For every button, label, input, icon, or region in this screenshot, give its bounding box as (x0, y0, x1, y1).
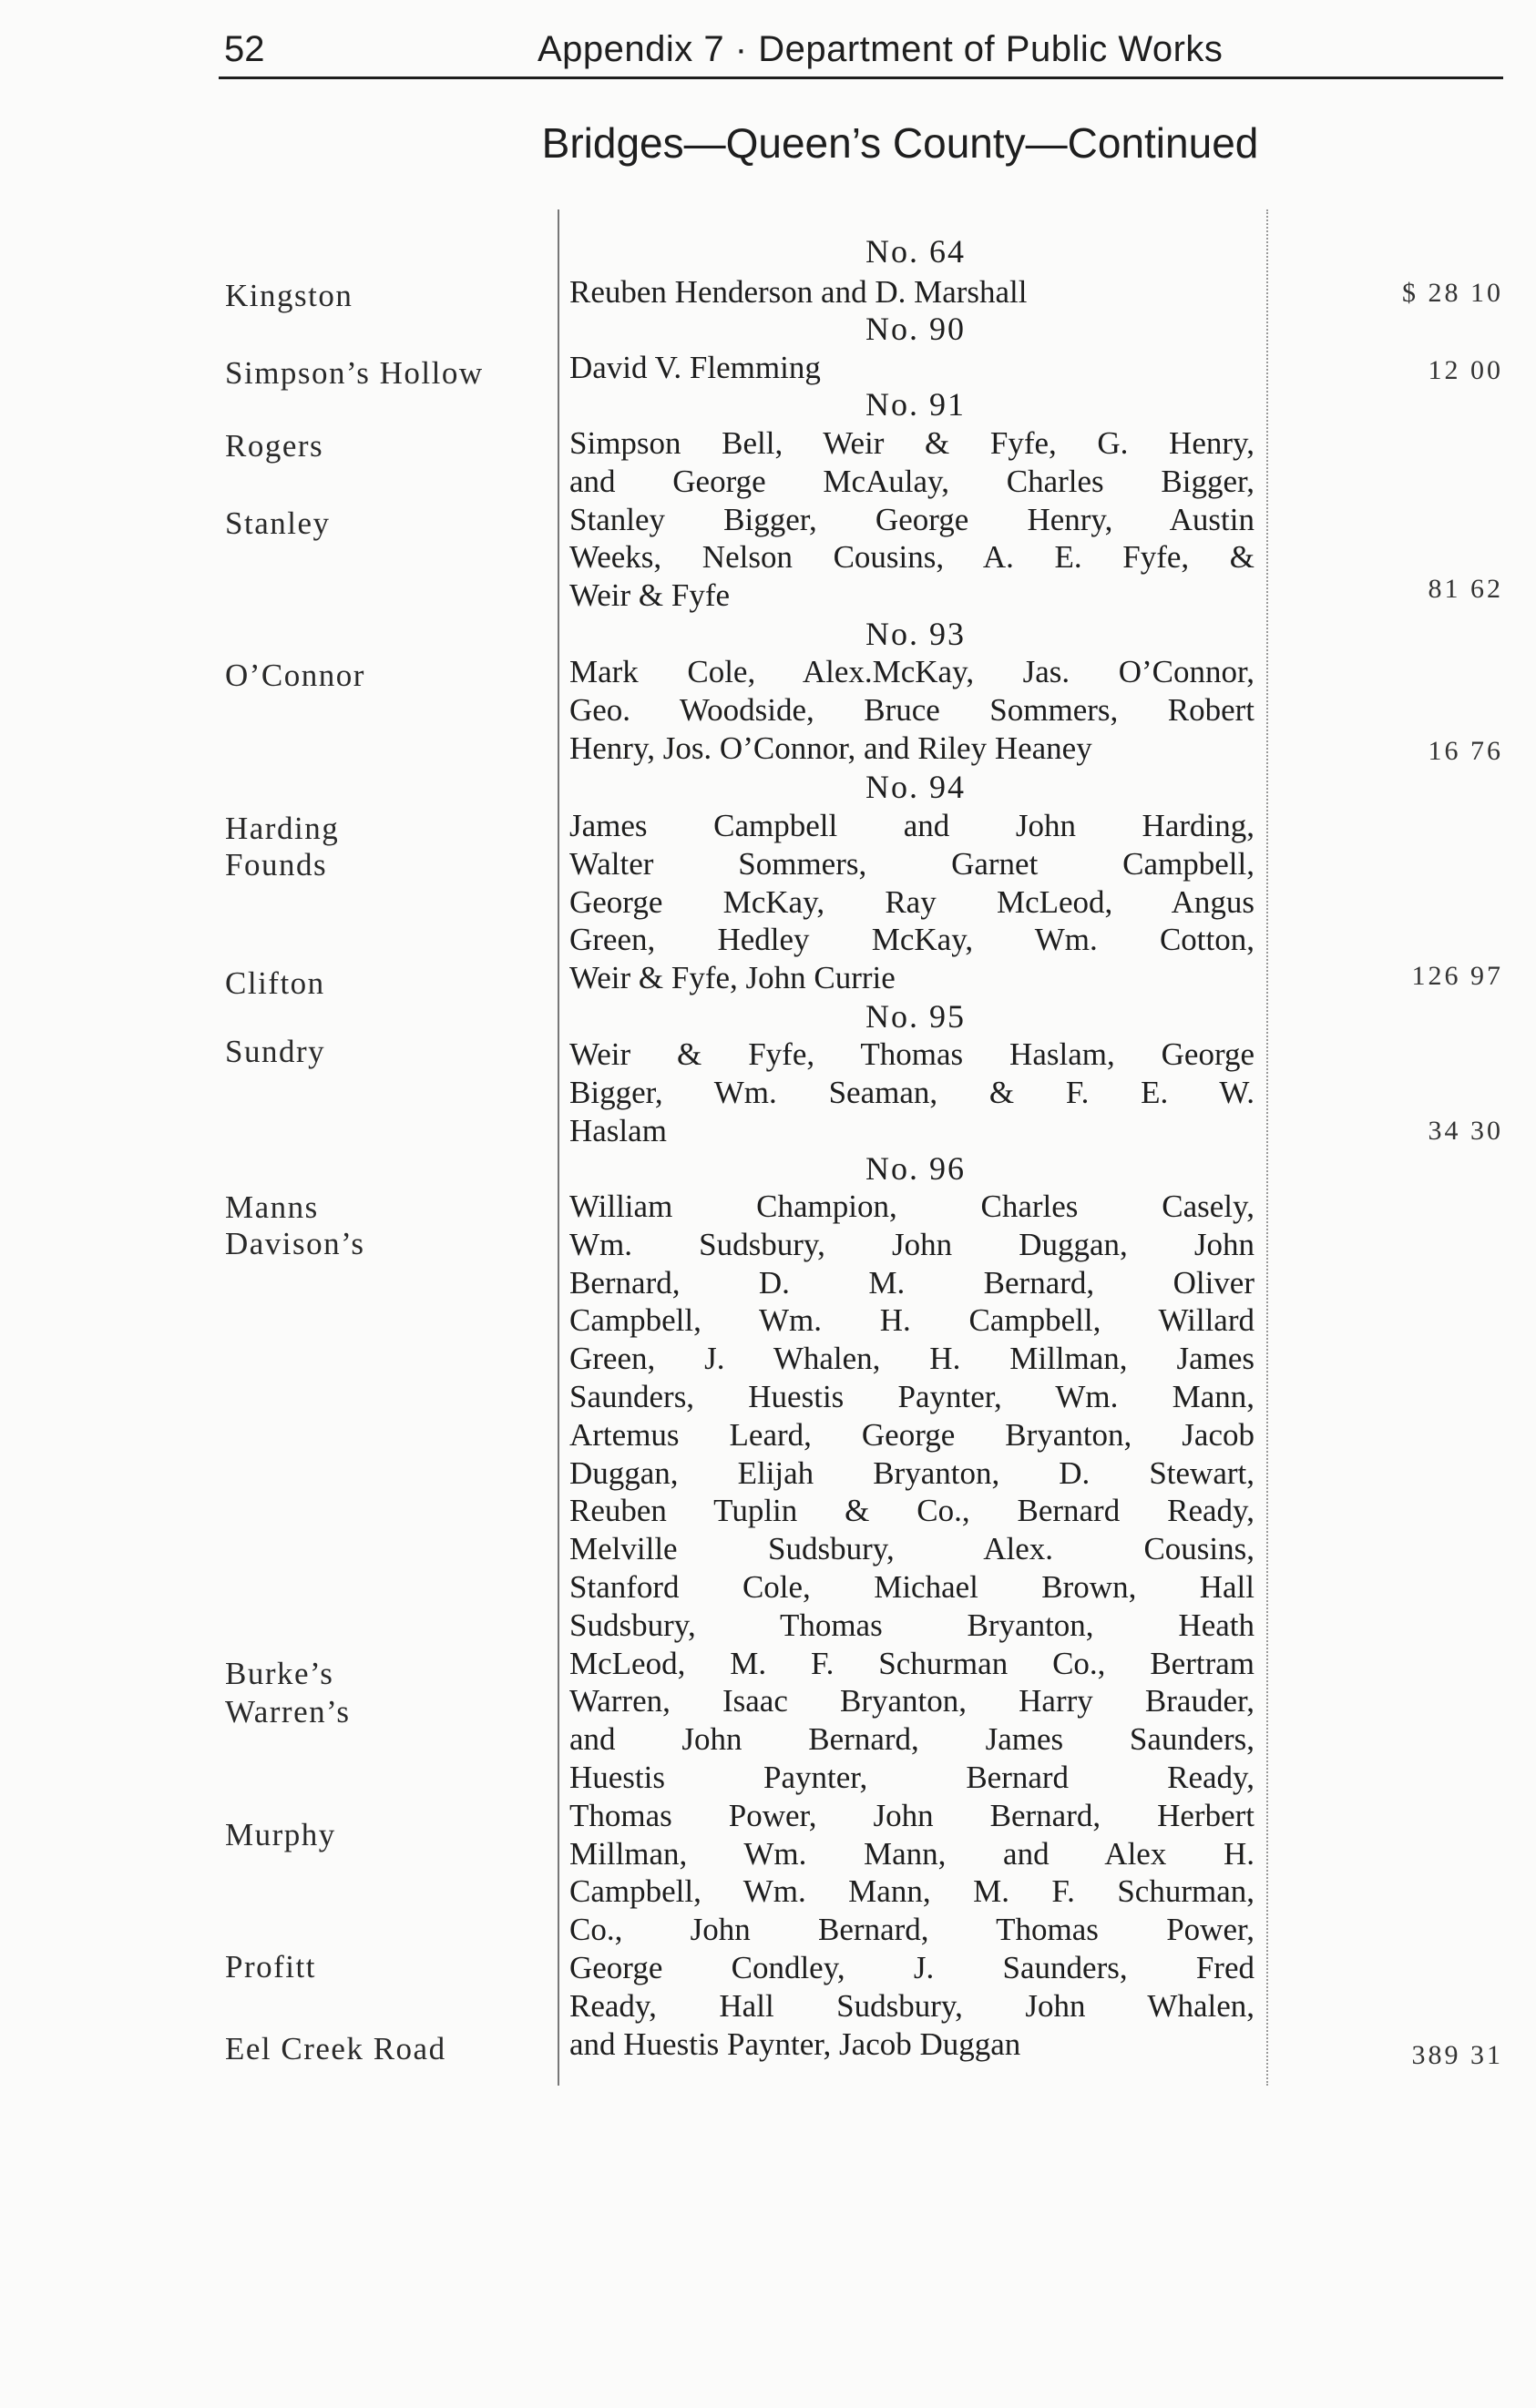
amount: 126 97 (1411, 961, 1503, 991)
payee-line: Weir & Fyfe, Thomas Haslam, George (569, 1036, 1254, 1072)
bridge-number: No. 95 (865, 998, 966, 1035)
bridge-location: O’Connor (225, 658, 365, 693)
bridge-location: Simpson’s Hollow (225, 355, 484, 391)
page-header (219, 27, 1503, 79)
payee-line: Walter Sommers, Garnet Campbell, (569, 845, 1254, 882)
payee-line: Sudsbury, Thomas Bryanton, Heath (569, 1607, 1254, 1643)
payees-list (569, 273, 1254, 311)
bridge-location: Stanley (225, 505, 331, 541)
payees-list (569, 1188, 1254, 2063)
payees-list (569, 424, 1254, 615)
bridge-number: No. 96 (865, 1150, 966, 1187)
payee-line: Bernard, D. M. Bernard, Oliver (569, 1264, 1254, 1301)
payee-line: William Champion, Charles Casely, (569, 1189, 1254, 1224)
payee-line: Bigger, Wm. Seaman, & F. E. W. (569, 1074, 1254, 1110)
payee-line: Simpson Bell, Weir & Fyfe, G. Henry, (569, 425, 1254, 461)
payee-line: Duggan, Elijah Bryanton, D. Stewart, (569, 1454, 1254, 1491)
payees-list (569, 1036, 1254, 1149)
payee-line: Campbell, Wm. H. Campbell, Willard (569, 1302, 1254, 1339)
column-rule-right (1266, 209, 1268, 2086)
payee-line: Reuben Henderson and D. Marshall (569, 274, 1028, 310)
payee-line: Weir & Fyfe, John Currie (569, 960, 896, 996)
payee-line: Haslam (569, 1112, 667, 1148)
payee-line: Geo. Woodside, Bruce Sommers, Robert (569, 691, 1254, 728)
payees-list (569, 653, 1254, 767)
amount: 81 62 (1428, 574, 1503, 604)
bridge-location: Warren’s (225, 1694, 351, 1729)
amount: 12 00 (1428, 355, 1503, 385)
payee-line: Artemus Leard, George Bryanton, Jacob (569, 1416, 1254, 1453)
bridge-location: Manns (225, 1189, 319, 1225)
column-rule-left (558, 209, 559, 2086)
bridge-location: Davison’s (225, 1226, 365, 1261)
payee-line: James Campbell and John Harding, (569, 808, 1254, 843)
payees-list (569, 807, 1254, 997)
bridge-location: Eel Creek Road (225, 2031, 446, 2066)
bridge-number: No. 91 (865, 386, 966, 423)
bridge-location: Kingston (225, 278, 353, 313)
payee-line: Weir & Fyfe (569, 577, 731, 614)
payee-line: Stanley Bigger, George Henry, Austin (569, 501, 1254, 537)
bridge-location: Sundry (225, 1034, 326, 1069)
bridge-location: Clifton (225, 965, 325, 1001)
bridge-number: No. 93 (865, 616, 966, 652)
payee-line: Millman, Wm. Mann, and Alex H. (569, 1835, 1254, 1872)
payee-line: Saunders, Huestis Paynter, Wm. Mann, (569, 1378, 1254, 1414)
payee-line: Ready, Hall Sudsbury, John Whalen, (569, 1987, 1254, 2024)
bridge-location: Profitt (225, 1949, 316, 1985)
payee-line: George McKay, Ray McLeod, Angus (569, 883, 1254, 920)
payee-line: Co., John Bernard, Thomas Power, (569, 1912, 1254, 1948)
payee-line: Stanford Cole, Michael Brown, Hall (569, 1568, 1254, 1605)
bridge-location: Murphy (225, 1817, 336, 1852)
page-number: 52 (224, 29, 265, 69)
payee-line: Mark Cole, Alex.McKay, Jas. O’Connor, (569, 654, 1254, 689)
amount: 34 30 (1428, 1116, 1503, 1146)
bridge-number: No. 94 (865, 769, 966, 805)
amount: 389 31 (1411, 2040, 1503, 2070)
payee-line: Green, J. Whalen, H. Millman, James (569, 1341, 1254, 1377)
bridge-location: Rogers (225, 428, 324, 464)
bridge-number: No. 64 (865, 233, 966, 270)
payee-line: David V. Flemming (569, 350, 821, 385)
payee-line: Reuben Tuplin & Co., Bernard Ready, (569, 1493, 1254, 1529)
bridge-location: Burke’s (225, 1656, 334, 1691)
payee-line: Henry, Jos. O’Connor, and Riley Heaney (569, 730, 1092, 766)
payee-line: Melville Sudsbury, Alex. Cousins, (569, 1531, 1254, 1567)
amount: $ 28 10 (1402, 278, 1503, 308)
payee-line: George Condley, J. Saunders, Fred (569, 1949, 1254, 1985)
payees-list (569, 349, 1254, 387)
payee-line: Campbell, Wm. Mann, M. F. Schurman, (569, 1873, 1254, 1910)
bridge-number: No. 90 (865, 311, 966, 347)
payee-line: and Huestis Paynter, Jacob Duggan (569, 2025, 1021, 2062)
payee-line: Weeks, Nelson Cousins, A. E. Fyfe, & (569, 539, 1254, 576)
amount: 16 76 (1428, 736, 1503, 766)
bridge-location: Harding (225, 811, 340, 846)
payee-line: and George McAulay, Charles Bigger, (569, 463, 1254, 499)
payee-line: Wm. Sudsbury, John Duggan, John (569, 1226, 1254, 1262)
payee-line: Warren, Isaac Bryanton, Harry Brauder, (569, 1683, 1254, 1719)
page-title: Bridges—Queen’s County—Continued (541, 119, 1259, 167)
payee-line: and John Bernard, James Saunders, (569, 1721, 1254, 1758)
running-head: Appendix 7 · Department of Public Works (538, 29, 1224, 69)
payee-line: Green, Hedley McKay, Wm. Cotton, (569, 922, 1254, 958)
payee-line: McLeod, M. F. Schurman Co., Bertram (569, 1645, 1254, 1681)
payee-line: Thomas Power, John Bernard, Herbert (569, 1797, 1254, 1833)
bridge-location: Founds (225, 847, 328, 883)
payee-line: Huestis Paynter, Bernard Ready, (569, 1759, 1254, 1795)
